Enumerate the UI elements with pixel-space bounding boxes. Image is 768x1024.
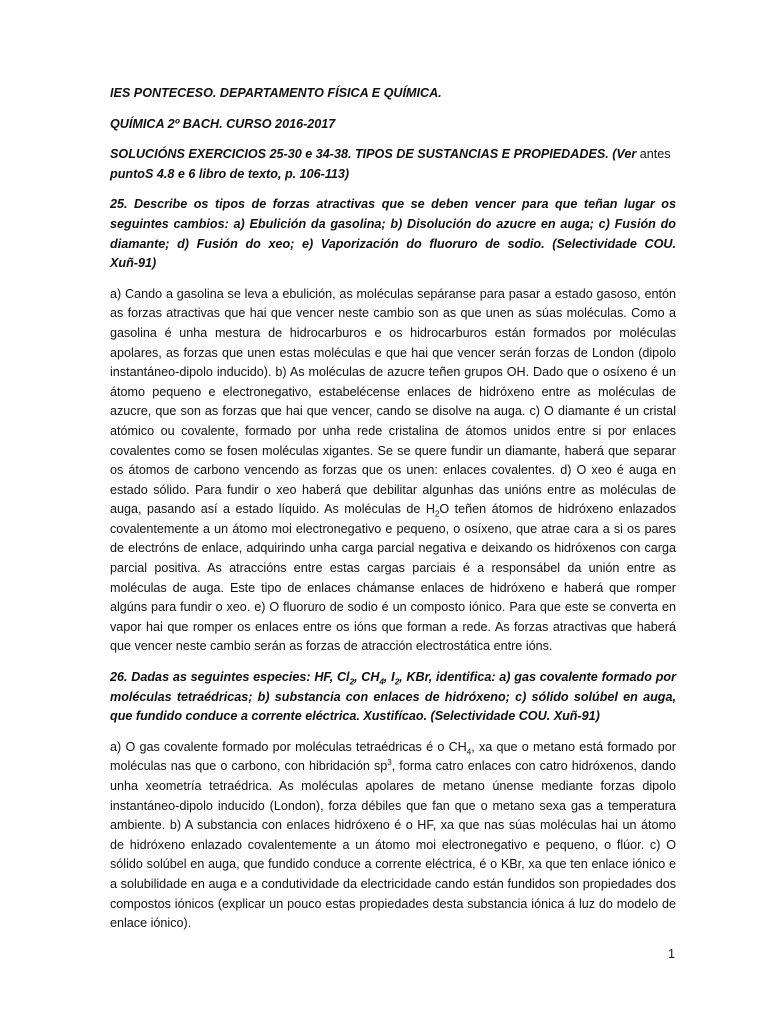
question-26-part4: , KBr, identifica: a) gas covalente formado por moléculas tetraédricas; b) substancia con enlaces de hidróxeno; c) sólido solúbel en auga, que fundido conduce a corrente eléctrica. Xustifícao. (Selectividade COU. Xuñ-91): [110, 670, 676, 724]
header-course: QUÍMICA 2º BACH. CURSO 2016-2017: [110, 116, 336, 131]
header-title: [110, 145, 676, 184]
question-26: [110, 668, 676, 727]
question-26-part3: , I: [383, 670, 395, 685]
question-25: 25. Describe os tipos de forzas atractivas que se deben vencer para que teñan lugar os seguintes cambios: a) Ebulición da gasolina; b) Disolución do azucre en auga; c) Fusión do diamante; d) Fusión do xeo; e) Vaporización do fluoruro de sodio. (Selectividade COU. Xuñ-91): [110, 197, 676, 271]
header-title-bold: SOLUCIÓNS EXERCICIOS 25-30 e 34-38. TIPOS DE SUSTANCIAS E PROPIEDADES. (Ver: [110, 147, 637, 162]
answer-25: [110, 285, 676, 657]
question-26-part1: 26. Dadas as seguintes especies: HF, Cl: [110, 670, 350, 685]
question-26-sub1: 2: [349, 677, 355, 687]
answer-26-part2: , xa que o metano está formado por moléculas nas que o carbono, con hibridación sp: [110, 739, 676, 774]
answer-26: [110, 738, 676, 934]
answer-26-part3: , forma catro enlaces con catro hidróxenos, dando unha xeometría tetraédrica. As moléculas apolares de metano únense mediante forzas dipolo instantáneo-dipolo inducido (London), forza débiles que fan que o metano sexa gas a temperatura ambiente. b) A substancia con enlaces hidróxeno é o HF, xa que nas súas moléculas hai un átomo de hidróxeno enlazado covalentemente a un átomo moi electronegativo e pequeno, o flúor. c) O sólido solúbel en auga, que fundido conduce a corrente eléctrica, é o KBr, xa que ten enlace iónico e a solubilidade en auga e a condutividade da electricidade cando están fundidos son propiedades dos compostos iónicos (explicar un pouco estas propiedades desta substancia iónica á luz do modelo de enlace iónico).: [110, 759, 676, 931]
document-page: [110, 84, 676, 934]
header-school: IES PONTECESO. DEPARTAMENTO FÍSICA E QUÍMICA.: [110, 86, 442, 100]
answer-26-sub1: 4: [466, 747, 472, 757]
question-26-sub2: 4: [379, 677, 384, 687]
question-26-part2: , CH: [354, 670, 380, 685]
answer-25-subscript: 2: [434, 509, 440, 519]
page-number: 1: [668, 947, 676, 961]
answer-26-part1: a) O gas covalente formado por moléculas tetraédricas é o CH: [110, 739, 467, 754]
question-26-sub3: 2: [394, 677, 400, 687]
header-title-normal: antes: [636, 147, 671, 162]
answer-26-sup1: 3: [387, 758, 392, 768]
header-title-ref: puntoS 4.8 e 6 libro de texto, p. 106-113): [110, 166, 350, 181]
answer-25-part2: O teñen átomos de hidróxeno enlazados covalentemente a un átomo moi electronegativo e pequeno, o osíxeno, que atrae cara a si os pares de electróns de enlace, adquirindo unha carga parcial negativa e deixando os hidróxenos con carga parcial positiva. As atraccións entre estas cargas parciais é a responsábel da unión entre as moléculas de auga. Este tipo de enlaces chámanse enlaces de hidróxeno e haberá que romper algúns para fundir o xeo. e) O fluoruro de sodio é un composto iónico. Para que este se converta en vapor hai que romper os enlaces entre os ións que forman a rede. As forzas atractivas que haberá que vencer neste cambio serán as forzas de atracción electrostática entre ións.: [110, 502, 676, 654]
answer-25-part1: a) Cando a gasolina se leva a ebulición, as moléculas sepáranse para pasar a estado gasoso, entón as forzas atractivas que hai que vencer neste cambio son as que unen as súas moléculas. Como a gasolina é unha mestura de hidrocarburos e os hidrocarburos están formados por moléculas apolares, as forzas que unen estas moléculas e que hai que vencer serán forzas de London (dipolo instantáneo-dipolo inducido). b) As moléculas de azucre teñen grupos OH. Dado que o osíxeno é un átomo pequeno e electronegativo, estabelécense enlaces de hidróxeno entre as moléculas de azucre, que son as forzas que hai que vencer, cando se disolve na auga. c) O diamante é un cristal atómico ou covalente, formado por unha rede cristalina de átomos unidos entre si por enlaces covalentes como se fosen moléculas xigantes. Se se quere fundir un diamante, haberá que separar os átomos de carbono vencendo as forzas que os unen: enlaces covalentes. d) O xeo é auga en estado sólido. Para fundir o xeo haberá que debilitar algunhas das unións entre as moléculas de auga, pasando así a estado líquido. As moléculas de H: [110, 286, 676, 517]
